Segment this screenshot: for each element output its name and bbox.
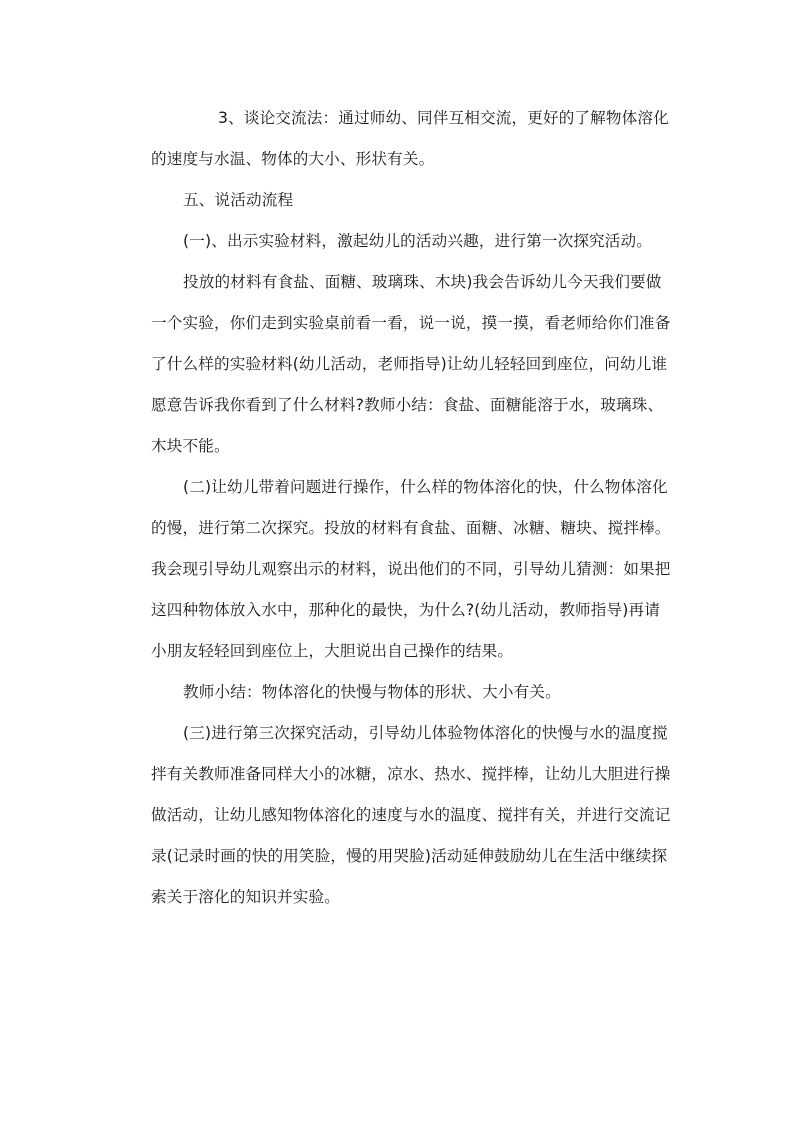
text-line: (三)进行第三次探究活动，引导幼儿体验物体溶化的快慢与水的温度搅 bbox=[183, 724, 668, 742]
section-heading: 五、说活动流程 bbox=[183, 191, 294, 209]
text-line: 木块不能。 bbox=[151, 437, 230, 455]
text-line: 3、谈论交流法：通过师幼、同伴互相交流，更好的了解物体溶化 bbox=[218, 109, 669, 127]
text-line: 索关于溶化的知识并实验。 bbox=[151, 888, 340, 906]
text-line: 我会现引导幼儿观察出示的材料，说出他们的不同，引导幼儿猜测：如果把 bbox=[151, 560, 671, 578]
text-line: 的速度与水温、物体的大小、形状有关。 bbox=[151, 150, 435, 168]
text-line: 了什么样的实验材料(幼儿活动，老师指导)让幼儿轻轻回到座位，问幼儿谁 bbox=[151, 355, 668, 373]
text-line: 一个实验，你们走到实验桌前看一看，说一说，摸一摸，看老师给你们准备 bbox=[151, 314, 671, 332]
text-line: 的慢，进行第二次探究。投放的材料有食盐、面糖、冰糖、糖块、搅拌棒。 bbox=[151, 519, 671, 537]
text-line: 录(记录时画的快的用笑脸，慢的用哭脸)活动延伸鼓励幼儿在生活中继续探 bbox=[151, 847, 668, 865]
text-line: 这四种物体放入水中，那种化的最快，为什么?(幼儿活动，教师指导)再请 bbox=[151, 601, 660, 619]
text-line: 教师小结：物体溶化的快慢与物体的形状、大小有关。 bbox=[183, 683, 561, 701]
text-line: 拌有关教师准备同样大小的冰糖，凉水、热水、搅拌棒，让幼儿大胆进行操 bbox=[151, 765, 671, 783]
text-line: 做活动，让幼儿感知物体溶化的速度与水的温度、搅拌有关，并进行交流记 bbox=[151, 806, 671, 824]
text-line: (一)、出示实验材料，激起幼儿的活动兴趣，进行第一次探究活动。 bbox=[183, 232, 653, 250]
text-line: (二)让幼儿带着问题进行操作，什么样的物体溶化的快，什么物体溶化 bbox=[183, 478, 668, 496]
text-line: 愿意告诉我你看到了什么材料?教师小结：食盐、面糖能溶于水，玻璃珠、 bbox=[151, 396, 664, 414]
text-line: 小朋友轻轻回到座位上，大胆说出自己操作的结果。 bbox=[151, 642, 514, 660]
text-line: 投放的材料有食盐、面糖、玻璃珠、木块)我会告诉幼儿今天我们要做 bbox=[183, 273, 662, 291]
